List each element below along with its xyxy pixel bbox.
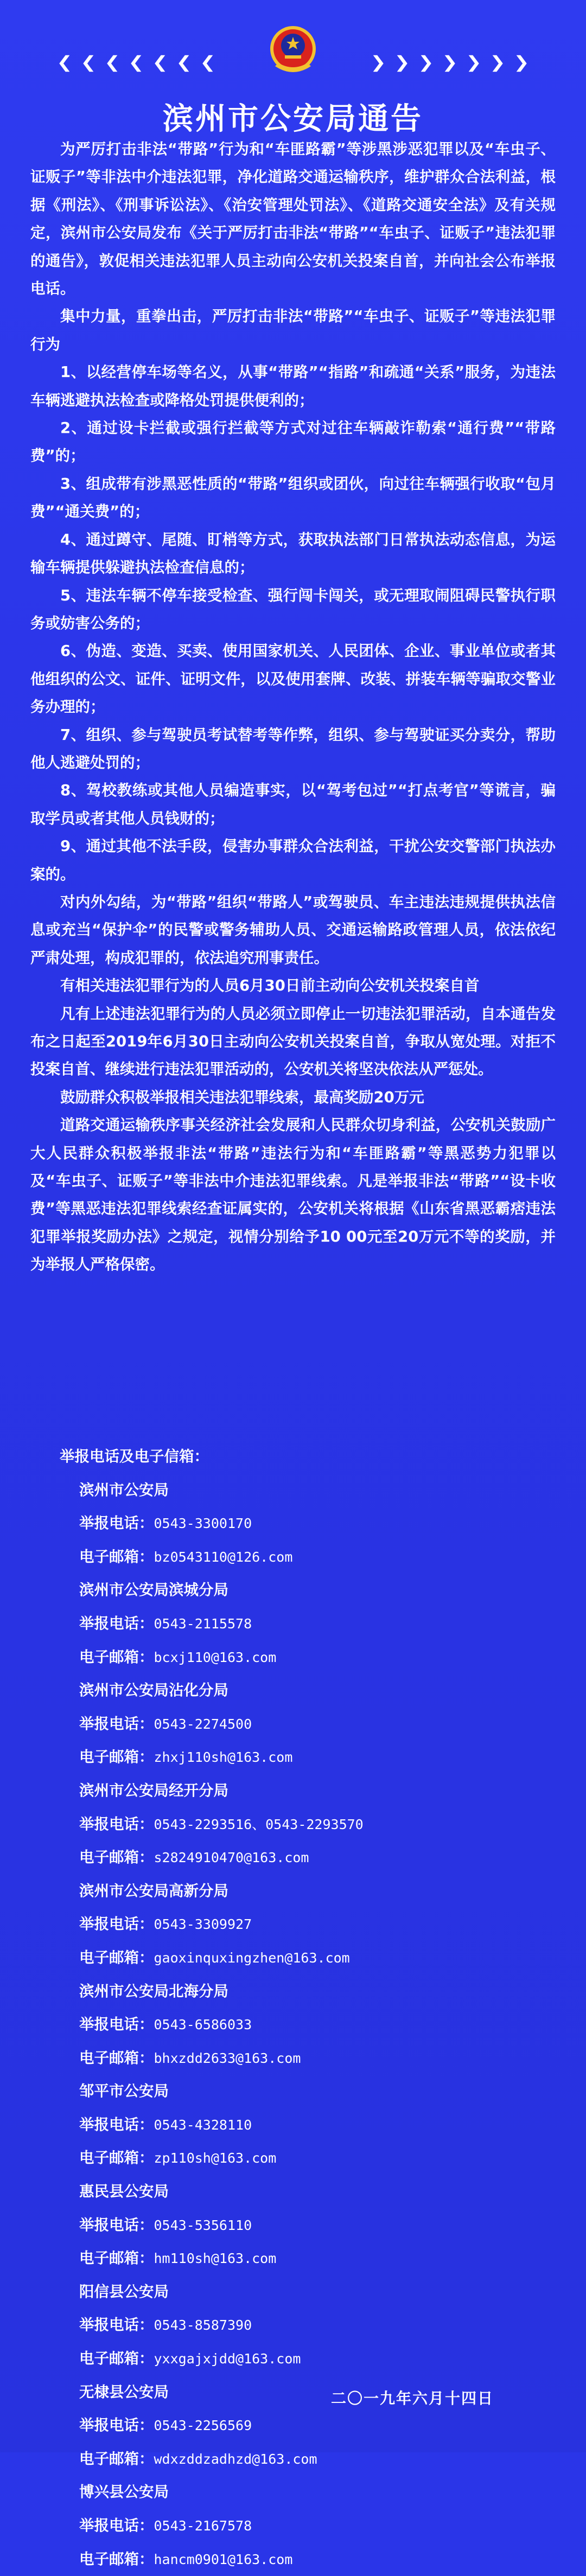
contact-unit: 惠民县公安局: [79, 2183, 169, 2201]
section-heading-reward: 鼓励群众积极举报相关违法犯罪线索，最高奖励20万元: [60, 1088, 424, 1106]
contact-phone-row: [79, 2309, 556, 2342]
chevron-right-icon: [418, 53, 438, 74]
phone-label: 举报电话：: [79, 2517, 154, 2534]
phone-number[interactable]: 0543-2256569: [154, 2418, 252, 2434]
email-label: 电子邮箱：: [79, 1748, 154, 1766]
phone-label: 举报电话：: [79, 1614, 154, 1632]
phone-number[interactable]: 0543-3300170: [154, 1516, 252, 1532]
email-address[interactable]: hancm0901@163.com: [154, 2551, 293, 2567]
notice-body: [30, 136, 556, 1279]
contact-unit: 滨州市公安局: [79, 1481, 169, 1499]
contact-phone-row: [79, 2108, 556, 2142]
contact-unit: 滨州市公安局经开分局: [79, 1781, 228, 1799]
chevron-left-icon: [124, 53, 144, 74]
chevron-right-icon: [466, 53, 486, 74]
phone-label: 举报电话：: [79, 1815, 154, 1833]
email-address[interactable]: s2824910470@163.com: [154, 1850, 309, 1866]
intro-paragraph: 为严厉打击非法“带路”行为和“车匪路霸”等涉黑涉恶犯罪以及“车虫子、证贩子”等非法中介违法犯罪，净化道路交通运输秩序，维护群众合法利益，根据《刑法》、《刑事诉讼法》、《治安管理处罚法》、《道路交通安全法》及有关规定，滨州市公安局发布《关于严厉打击非法“带路”“车虫子、证贩子”违法犯罪的通告》，敦促相关违法犯罪人员主动向公安机关投案自首，并向社会公布举报电话。: [30, 140, 556, 298]
chevron-right-icon: [489, 53, 510, 74]
issue-date: 二〇一九年六月十四日: [330, 2389, 494, 2407]
contact-phone-row: [79, 1808, 556, 1842]
contact-unit: 滨州市公安局沾化分局: [79, 1682, 228, 1699]
list-item: 6、伪造、变造、买卖、使用国家机关、人民团体、企业、事业单位或者其他组织的公文、证件、证明文件，以及使用套牌、改装、拼装车辆等骗取交警业务办理的；: [30, 642, 556, 716]
chevron-right-icon: [442, 53, 462, 74]
contact-email-row: [79, 2443, 556, 2476]
email-label: 电子邮箱：: [79, 2450, 154, 2468]
list-item: 9、通过其他不法手段，侵害办事群众合法利益，干扰公安交警部门执法办案的。: [30, 838, 556, 883]
phone-number[interactable]: 0543-6586033: [154, 2017, 252, 2033]
contact-phone-row: [79, 1708, 556, 1741]
contact-email-row: [79, 2242, 556, 2275]
phone-number[interactable]: 0543-4328110: [154, 2117, 252, 2133]
email-address[interactable]: zp110sh@163.com: [154, 2150, 277, 2166]
contact-email-row: [79, 1641, 556, 1674]
right-chevron-decoration: [370, 53, 534, 74]
contact-email-row: [79, 2142, 556, 2175]
email-label: 电子邮箱：: [79, 1948, 154, 1966]
email-label: 电子邮箱：: [79, 1849, 154, 1867]
left-chevron-decoration: [52, 53, 216, 74]
phone-number[interactable]: 0543-5356110: [154, 2217, 252, 2233]
chevron-left-icon: [195, 53, 216, 74]
phone-number[interactable]: 0543-2167578: [154, 2518, 252, 2534]
chevron-right-icon: [513, 53, 534, 74]
email-label: 电子邮箱：: [79, 1648, 154, 1666]
contact-unit: 无棣县公安局: [79, 2383, 169, 2401]
list-item: 3、组成带有涉黑恶性质的“带路”组织或团伙，向过往车辆强行收取“包月费”“通关费”的；: [30, 475, 556, 521]
chevron-left-icon: [171, 53, 192, 74]
contact-phone-row: [79, 2209, 556, 2242]
email-address[interactable]: wdxzddzadhzd@163.com: [154, 2451, 317, 2467]
chevron-left-icon: [148, 53, 168, 74]
phone-label: 举报电话：: [79, 1915, 154, 1933]
chevron-left-icon: [76, 53, 97, 74]
contact-phone-row: [79, 2509, 556, 2543]
phone-number[interactable]: 0543-8587390: [154, 2317, 252, 2334]
contact-email-row: [79, 1941, 556, 1975]
email-address[interactable]: hm110sh@163.com: [154, 2251, 277, 2267]
phone-number[interactable]: 0543-3309927: [154, 1916, 252, 1933]
contact-unit: 阳信县公安局: [79, 2283, 169, 2300]
section-heading-crackdown: 集中力量，重拳出击，严厉打击非法“带路”“车虫子、证贩子”等违法犯罪行为: [30, 308, 556, 353]
collusion-paragraph: 对内外勾结，为“带路”组织“带路人”或驾驶员、车主违法违规提供执法信息或充当“保护伞”的民警或警务辅助人员、交通运输路政管理人员，依法依纪严肃处理，构成犯罪的，依法追究刑事责任。: [30, 893, 556, 967]
phone-label: 举报电话：: [79, 1715, 154, 1733]
contact-unit: 滨州市公安局北海分局: [79, 1982, 228, 2000]
surrender-paragraph: 凡有上述违法犯罪行为的人员必须立即停止一切违法犯罪活动，自本通告发布之日起至2019年6月30日主动向公安机关投案自首，争取从宽处理。对拒不投案自首、继续进行违法犯罪活动的，公安机关将坚决依法从严惩处。: [30, 1005, 556, 1078]
chevron-right-icon: [394, 53, 415, 74]
header: [0, 22, 586, 137]
phone-label: 举报电话：: [79, 2417, 154, 2434]
page-title: 滨州市公安局通告: [163, 101, 423, 137]
phone-label: 举报电话：: [79, 1514, 154, 1532]
contact-phone-row: [79, 2008, 556, 2042]
contact-unit: 博兴县公安局: [79, 2483, 169, 2501]
chevron-left-icon: [100, 53, 120, 74]
chevron-right-icon: [370, 53, 391, 74]
list-item: 1、以经营停车场等名义，从事“带路”“指路”和疏通“关系”服务，为违法车辆逃避执法检查或降格处罚提供便利的；: [30, 363, 556, 409]
contact-unit: 滨州市公安局滨城分局: [79, 1581, 228, 1599]
email-label: 电子邮箱：: [79, 1548, 154, 1565]
section-heading-surrender: 有相关违法犯罪行为的人员6月30日前主动向公安机关投案自首: [60, 977, 480, 995]
contact-email-row: [79, 2042, 556, 2075]
phone-label: 举报电话：: [79, 2216, 154, 2234]
email-label: 电子邮箱：: [79, 2149, 154, 2167]
phone-number[interactable]: 0543-2274500: [154, 1716, 252, 1732]
list-item: 7、组织、参与驾驶员考试替考等作弊，组织、参与驾驶证买分卖分，帮助他人逃避处罚的；: [30, 726, 556, 771]
phone-label: 举报电话：: [79, 2316, 154, 2334]
email-address[interactable]: zhxj110sh@163.com: [154, 1749, 293, 1766]
email-label: 电子邮箱：: [79, 2350, 154, 2368]
contact-email-row: [79, 1541, 556, 1574]
email-label: 电子邮箱：: [79, 2049, 154, 2067]
email-address[interactable]: gaoxinquxingzhen@163.com: [154, 1949, 350, 1966]
phone-label: 举报电话：: [79, 2016, 154, 2034]
contact-rows: [79, 1474, 556, 2576]
reward-paragraph: 道路交通运输秩序事关经济社会发展和人民群众切身利益，公安机关鼓励广大人民群众积极举报非法“带路”违法行为和“车匪路霸”等黑恶势力犯罪以及“车虫子、证贩子”等非法中介违法犯罪线索。凡是举报非法“带路”“设卡收费”等黑恶违法犯罪线索经查证属实的，公安机关将根据《山东省黑恶霸痞违法犯罪举报奖励办法》之规定，视情分别给予10 00元至20万元不等的奖励，并为举报人严格保密。: [30, 1116, 556, 1274]
contact-phone-row: [79, 1607, 556, 1641]
list-item: 5、违法车辆不停车接受检查、强行闯卡闯关，或无理取闹阻碍民警执行职务或妨害公务的；: [30, 586, 556, 632]
phone-number[interactable]: 0543-2115578: [154, 1615, 252, 1632]
email-address[interactable]: bcxj110@163.com: [154, 1649, 277, 1665]
contact-phone-row: [79, 2409, 556, 2443]
chevron-left-icon: [52, 53, 73, 74]
contact-email-row: [79, 1741, 556, 1774]
phone-label: 举报电话：: [79, 2115, 154, 2133]
email-address[interactable]: bhxzdd2633@163.com: [154, 2050, 301, 2066]
contact-email-row: [79, 2342, 556, 2376]
email-label: 电子邮箱：: [79, 2249, 154, 2267]
contact-unit: 邹平市公安局: [79, 2082, 169, 2100]
contact-phone-row: [79, 1507, 556, 1541]
police-emblem-icon: [269, 24, 317, 78]
contacts-heading: 举报电话及电子信箱：: [60, 1448, 209, 1465]
email-label: 电子邮箱：: [79, 2550, 154, 2568]
phone-number[interactable]: 0543-2293516、0543-2293570: [154, 1816, 364, 1832]
contact-unit: 滨州市公安局高新分局: [79, 1882, 228, 1900]
list-item: 8、驾校教练或其他人员编造事实，以“驾考包过”“打点考官”等谎言，骗取学员或者其他人员钱财的；: [30, 782, 556, 827]
contact-email-row: [79, 2543, 556, 2576]
email-address[interactable]: bz0543110@126.com: [154, 1549, 293, 1565]
contact-phone-row: [79, 1908, 556, 1941]
list-item: 2、通过设卡拦截或强行拦截等方式对过往车辆敲诈勒索“通行费”“带路费”的；: [30, 419, 556, 465]
email-address[interactable]: yxxgajxjdd@163.com: [154, 2351, 301, 2367]
contact-email-row: [79, 1841, 556, 1875]
list-item: 4、通过蹲守、尾随、盯梢等方式，获取执法部门日常执法动态信息，为运输车辆提供躲避执法检查信息的；: [30, 530, 556, 577]
